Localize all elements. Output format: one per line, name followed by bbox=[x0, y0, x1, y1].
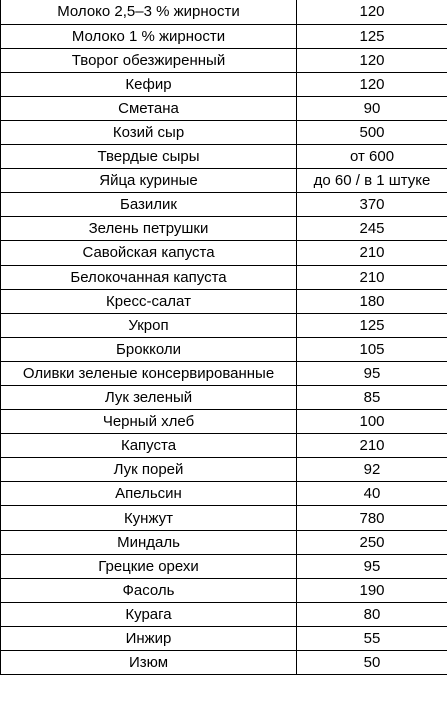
table-row bbox=[1, 217, 447, 241]
table-row bbox=[1, 337, 447, 361]
product-name-cell: Курага bbox=[1, 602, 297, 626]
product-value-cell: 120 bbox=[297, 0, 447, 24]
table-row bbox=[1, 434, 447, 458]
product-name-cell: Молоко 1 % жирности bbox=[1, 24, 297, 48]
product-value-cell: 95 bbox=[297, 554, 447, 578]
table-row bbox=[1, 530, 447, 554]
product-name-cell: Оливки зеленые консервированные bbox=[1, 361, 297, 385]
product-name-cell: Черный хлеб bbox=[1, 410, 297, 434]
product-name-cell: Молоко 2,5–3 % жирности bbox=[1, 0, 297, 24]
table-row bbox=[1, 361, 447, 385]
product-name-cell: Белокочанная капуста bbox=[1, 265, 297, 289]
product-name-cell: Савойская капуста bbox=[1, 241, 297, 265]
table-row bbox=[1, 458, 447, 482]
table-row bbox=[1, 0, 447, 24]
product-value-cell: 125 bbox=[297, 313, 447, 337]
product-value-cell: 40 bbox=[297, 482, 447, 506]
product-name-cell: Кресс-салат bbox=[1, 289, 297, 313]
product-name-cell: Апельсин bbox=[1, 482, 297, 506]
product-value-cell: 120 bbox=[297, 72, 447, 96]
table-row bbox=[1, 120, 447, 144]
table-row bbox=[1, 410, 447, 434]
table-row bbox=[1, 48, 447, 72]
product-name-cell: Миндаль bbox=[1, 530, 297, 554]
table-row bbox=[1, 578, 447, 602]
table-row bbox=[1, 241, 447, 265]
table-row bbox=[1, 626, 447, 650]
product-value-cell: 50 bbox=[297, 651, 447, 675]
product-value-cell: 100 bbox=[297, 410, 447, 434]
product-value-cell: 125 bbox=[297, 24, 447, 48]
product-value-cell: 120 bbox=[297, 48, 447, 72]
product-name-cell: Лук порей bbox=[1, 458, 297, 482]
table-row bbox=[1, 265, 447, 289]
product-value-cell: от 600 bbox=[297, 145, 447, 169]
product-name-cell: Фасоль bbox=[1, 578, 297, 602]
table-row bbox=[1, 313, 447, 337]
product-value-cell: до 60 / в 1 штуке bbox=[297, 169, 447, 193]
table-row bbox=[1, 602, 447, 626]
table-row bbox=[1, 169, 447, 193]
product-value-cell: 85 bbox=[297, 386, 447, 410]
product-value-cell: 250 bbox=[297, 530, 447, 554]
table-row bbox=[1, 289, 447, 313]
product-name-cell: Изюм bbox=[1, 651, 297, 675]
product-name-cell: Козий сыр bbox=[1, 120, 297, 144]
product-name-cell: Грецкие орехи bbox=[1, 554, 297, 578]
table-row bbox=[1, 506, 447, 530]
product-name-cell: Кунжут bbox=[1, 506, 297, 530]
product-value-cell: 245 bbox=[297, 217, 447, 241]
table-row bbox=[1, 554, 447, 578]
table-row bbox=[1, 482, 447, 506]
table-row bbox=[1, 96, 447, 120]
product-name-cell: Капуста bbox=[1, 434, 297, 458]
product-name-cell: Творог обезжиренный bbox=[1, 48, 297, 72]
product-value-cell: 500 bbox=[297, 120, 447, 144]
product-name-cell: Укроп bbox=[1, 313, 297, 337]
product-value-cell: 105 bbox=[297, 337, 447, 361]
product-value-cell: 80 bbox=[297, 602, 447, 626]
product-value-cell: 90 bbox=[297, 96, 447, 120]
product-name-cell: Инжир bbox=[1, 626, 297, 650]
product-value-cell: 180 bbox=[297, 289, 447, 313]
product-name-cell: Зелень петрушки bbox=[1, 217, 297, 241]
product-value-cell: 55 bbox=[297, 626, 447, 650]
product-name-cell: Твердые сыры bbox=[1, 145, 297, 169]
product-name-cell: Брокколи bbox=[1, 337, 297, 361]
product-value-cell: 95 bbox=[297, 361, 447, 385]
product-name-cell: Лук зеленый bbox=[1, 386, 297, 410]
table-row bbox=[1, 24, 447, 48]
product-value-cell: 92 bbox=[297, 458, 447, 482]
table-row bbox=[1, 145, 447, 169]
table-row bbox=[1, 193, 447, 217]
product-value-cell: 210 bbox=[297, 241, 447, 265]
table-body bbox=[1, 0, 447, 675]
table-row bbox=[1, 72, 447, 96]
product-value-cell: 370 bbox=[297, 193, 447, 217]
product-name-cell: Кефир bbox=[1, 72, 297, 96]
product-name-cell: Сметана bbox=[1, 96, 297, 120]
table-row bbox=[1, 386, 447, 410]
product-value-cell: 210 bbox=[297, 434, 447, 458]
product-value-cell: 190 bbox=[297, 578, 447, 602]
table-row bbox=[1, 651, 447, 675]
product-name-cell: Яйца куриные bbox=[1, 169, 297, 193]
product-name-cell: Базилик bbox=[1, 193, 297, 217]
product-value-cell: 780 bbox=[297, 506, 447, 530]
product-value-cell: 210 bbox=[297, 265, 447, 289]
